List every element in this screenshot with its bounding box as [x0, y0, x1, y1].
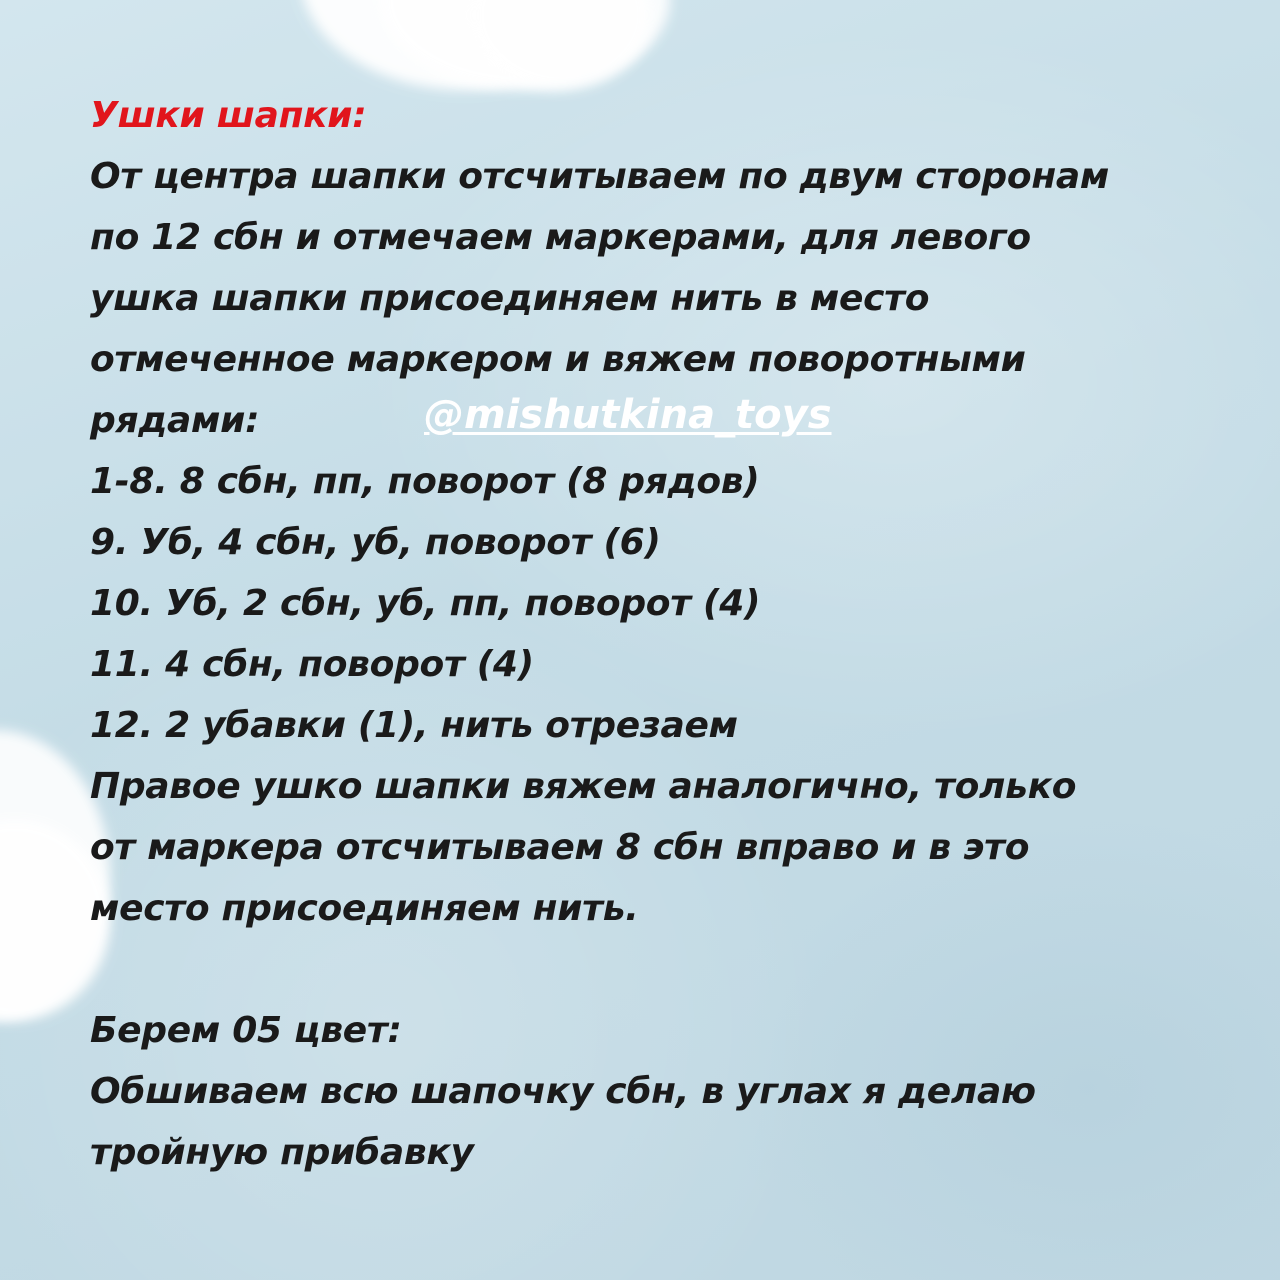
color-heading: Берем 05 цвет:: [90, 1010, 402, 1051]
finish-line: тройную прибавку: [90, 1132, 474, 1173]
intro-line: От центра шапки отсчитываем по двум сторонам: [90, 156, 1110, 197]
row-instruction: 11. 4 сбн, поворот (4): [90, 644, 534, 685]
finish-line: Обшиваем всю шапочку сбн, в углах я делаю: [90, 1071, 1036, 1112]
right-ear-line: Правое ушко шапки вяжем аналогично, только: [90, 766, 1077, 807]
pattern-text: [90, 88, 1240, 1186]
right-ear-line: от маркера отсчитываем 8 сбн вправо и в это: [90, 827, 1030, 868]
intro-line: отмеченное маркером и вяжем поворотными: [90, 339, 1026, 380]
watermark-handle: @mishutkina_toys: [424, 392, 832, 438]
intro-line: рядами:: [90, 400, 260, 441]
section-title: Ушки шапки:: [90, 95, 367, 136]
row-instruction: 10. Уб, 2 сбн, уб, пп, поворот (4): [90, 583, 761, 624]
intro-line: ушка шапки присоединяем нить в место: [90, 278, 930, 319]
right-ear-line: место присоединяем нить.: [90, 888, 639, 929]
paragraph-gap: [90, 942, 1240, 1003]
row-instruction: 12. 2 убавки (1), нить отрезаем: [90, 705, 738, 746]
intro-line: по 12 сбн и отмечаем маркерами, для левого: [90, 217, 1031, 258]
row-instruction: 1-8. 8 сбн, пп, поворот (8 рядов): [90, 461, 760, 502]
row-instruction: 9. Уб, 4 сбн, уб, поворот (6): [90, 522, 661, 563]
